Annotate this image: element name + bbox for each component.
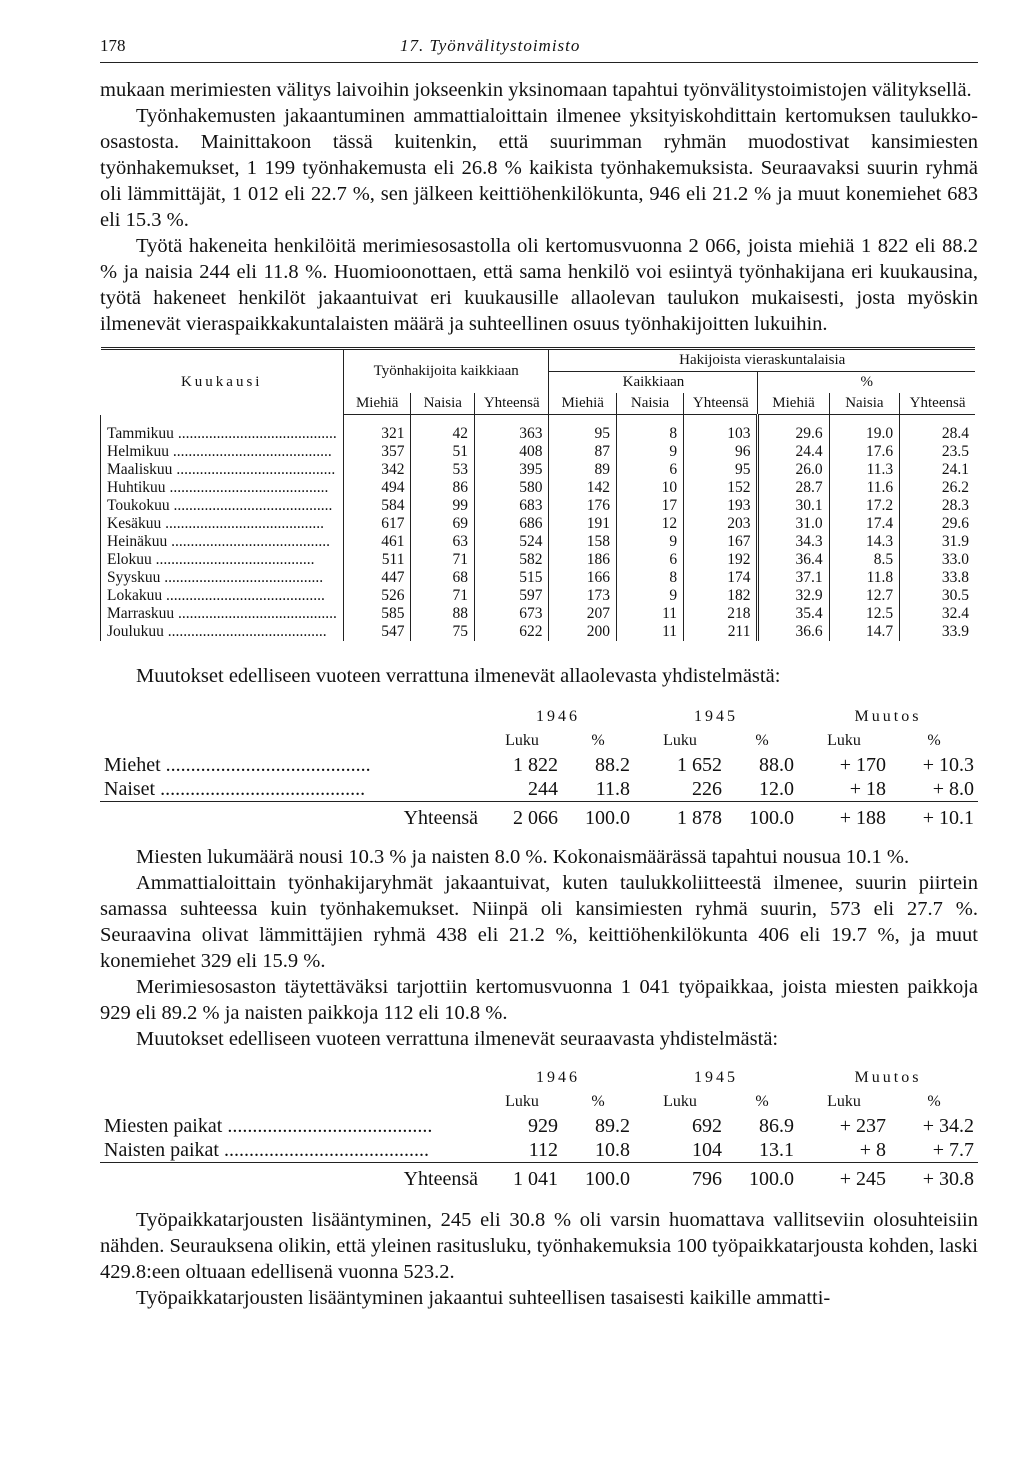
value-cell: 597 — [475, 587, 549, 605]
month-cell — [101, 533, 344, 551]
leader-dots — [166, 479, 329, 496]
col-month-header: Kuukausi — [101, 349, 344, 415]
header-pct: % — [591, 732, 605, 749]
value-cell: 26.2 — [900, 479, 975, 497]
value-cell: 408 — [475, 443, 549, 461]
month-label: Elokuu — [107, 551, 152, 568]
value-cell: 100.0 — [562, 802, 634, 831]
value-cell: 547 — [343, 623, 411, 641]
value-cell: 63 — [411, 533, 475, 551]
value-cell: 104 — [692, 1139, 722, 1161]
value-cell: 51 — [411, 443, 475, 461]
value-cell: 152 — [684, 479, 758, 497]
row-label: Yhteensä — [100, 1163, 482, 1192]
month-label: Marraskuu — [107, 605, 175, 622]
value-cell: 103 — [684, 415, 758, 444]
month-cell — [101, 569, 344, 587]
value-cell: 17.4 — [829, 515, 900, 533]
leader-dots — [152, 551, 315, 568]
leader-dots — [170, 497, 333, 514]
paragraph: Muutokset edelliseen vuoteen verrattuna ilmenevät seuraavasta yhdistelmästä: — [136, 1028, 779, 1050]
row-label: Naisten paikat ..... — [100, 1138, 482, 1163]
leader-dots — [164, 623, 327, 640]
value-cell: 622 — [475, 623, 549, 641]
header-luku: Luku — [827, 1093, 861, 1110]
table-row — [101, 415, 976, 444]
month-label: Huhtikuu — [107, 479, 166, 496]
value-cell: 89.2 — [595, 1115, 630, 1137]
value-cell: 95 — [684, 461, 758, 479]
month-label: Heinäkuu — [107, 533, 168, 550]
header-1946: 1946 — [536, 1069, 580, 1086]
summary-table-applicants — [100, 705, 978, 830]
value-cell: 2 066 — [482, 802, 562, 831]
value-cell: 11.8 — [829, 569, 900, 587]
value-cell: 6 — [617, 551, 684, 569]
value-cell: 17 — [617, 497, 684, 515]
value-cell: 585 — [343, 605, 411, 623]
row-label: Miehet ..... — [100, 753, 482, 777]
value-cell: 35.4 — [758, 605, 829, 623]
value-cell: + 18 — [849, 778, 886, 800]
value-cell: 929 — [528, 1115, 558, 1137]
value-cell: 14.7 — [829, 623, 900, 641]
subgroup-pct-header: % — [758, 372, 975, 394]
value-cell: 192 — [684, 551, 758, 569]
value-cell: 42 — [411, 415, 475, 444]
month-cell — [101, 479, 344, 497]
paragraph: mukaan merimiesten välitys laivoihin jokseenkin yksinomaan tapahtui työnvälitystoimistojen välityksellä. — [100, 79, 972, 101]
leader-dots — [167, 533, 330, 550]
leader-dots — [172, 461, 335, 478]
month-cell — [101, 551, 344, 569]
value-cell: + 8.0 — [932, 778, 974, 800]
table-row — [101, 605, 976, 623]
value-cell: 23.5 — [900, 443, 975, 461]
value-cell: 395 — [475, 461, 549, 479]
middle-text — [100, 844, 978, 1052]
header-pct: % — [927, 1093, 941, 1110]
value-cell: 87 — [549, 443, 617, 461]
header-1945: 1945 — [694, 1069, 738, 1086]
value-cell: 617 — [343, 515, 411, 533]
col-men: Miehiä — [758, 393, 829, 415]
month-cell — [101, 515, 344, 533]
value-cell: 24.4 — [758, 443, 829, 461]
value-cell: 75 — [411, 623, 475, 641]
value-cell: 69 — [411, 515, 475, 533]
value-cell: + 170 — [839, 754, 886, 776]
month-cell — [101, 461, 344, 479]
value-cell: 200 — [549, 623, 617, 641]
header-change: Muutos — [854, 1069, 922, 1086]
value-cell: 173 — [549, 587, 617, 605]
value-cell: 24.1 — [900, 461, 975, 479]
value-cell: 12 — [617, 515, 684, 533]
paragraph: Ammattialoittain työnhakijaryhmät jakaantuivat, kuten taulukkoliitteestä ilmenee, suurin piirtein samassa suhteessa kuin työnhakemukset. Niinpä oli kansimiesten ryhmä suurin, 573 eli 27.7 %. Seuraavina olivat lämmittäjien ryhmä 438 eli 21.2 %, keittiöhenkilökunta 406 eli 19.7 %, ja muut konemiehet 329 eli 15.9 %. — [100, 872, 978, 972]
value-cell: 33.8 — [900, 569, 975, 587]
header-pct: % — [755, 1093, 769, 1110]
leader-dots — [169, 443, 332, 460]
value-cell: 13.1 — [759, 1139, 794, 1161]
leader-dots — [222, 1115, 432, 1137]
table-row — [101, 515, 976, 533]
value-cell: + 8 — [859, 1139, 886, 1161]
group-nonlocal-header: Hakijoista vieraskuntalaisia — [549, 349, 975, 372]
total-row — [100, 802, 978, 831]
header-1946: 1946 — [536, 708, 580, 725]
value-cell: 100.0 — [726, 802, 798, 831]
month-cell — [101, 605, 344, 623]
value-cell: 11.3 — [829, 461, 900, 479]
value-cell: 142 — [549, 479, 617, 497]
table-row — [101, 569, 976, 587]
value-cell: 9 — [617, 533, 684, 551]
col-sum: Yhteensä — [475, 393, 549, 415]
leader-dots — [174, 605, 337, 622]
value-cell: 31.0 — [758, 515, 829, 533]
group-all-header: Työnhakijoita kaikkiaan — [343, 349, 549, 394]
value-cell: 692 — [692, 1115, 722, 1137]
summary-table-vacancies — [100, 1066, 978, 1191]
value-cell: 11.8 — [595, 778, 630, 800]
value-cell: 14.3 — [829, 533, 900, 551]
value-cell: 89 — [549, 461, 617, 479]
month-label: Maaliskuu — [107, 461, 173, 478]
summary-row — [100, 753, 978, 777]
monthly-applicants-table — [100, 347, 975, 641]
header-pct: % — [591, 1093, 605, 1110]
paragraph: Työpaikkatarjousten lisääntyminen, 245 eli 30.8 % oli varsin huomattava vallitseviin olosuhteisiin nähden. Seurauksena olikin, että yleinen rasitusluku, työnhakemuksia 100 työpaikkatarjousta kohden, laski 429.8:een oltuaan edellisenä vuonna 523.2. — [100, 1209, 978, 1283]
header-luku: Luku — [505, 1093, 539, 1110]
value-cell: 11 — [617, 623, 684, 641]
table-row — [101, 497, 976, 515]
value-cell: 88.2 — [595, 754, 630, 776]
subgroup-total-header: Kaikkiaan — [549, 372, 758, 394]
value-cell: 12.7 — [829, 587, 900, 605]
header-change: Muutos — [854, 708, 922, 725]
col-women: Naisia — [411, 393, 475, 415]
leader-dots — [161, 515, 324, 532]
table-row — [101, 479, 976, 497]
value-cell: 524 — [475, 533, 549, 551]
value-cell: 203 — [684, 515, 758, 533]
month-label: Helmikuu — [107, 443, 169, 460]
col-men: Miehiä — [343, 393, 411, 415]
value-cell: 36.6 — [758, 623, 829, 641]
value-cell: 29.6 — [758, 415, 829, 444]
value-cell: 96 — [684, 443, 758, 461]
value-cell: + 188 — [798, 802, 890, 831]
header-luku: Luku — [663, 1093, 697, 1110]
value-cell: + 245 — [798, 1163, 890, 1192]
month-cell — [101, 587, 344, 605]
value-cell: 174 — [684, 569, 758, 587]
value-cell: 28.7 — [758, 479, 829, 497]
value-cell: 112 — [528, 1139, 558, 1161]
value-cell: 71 — [411, 551, 475, 569]
value-cell: 17.2 — [829, 497, 900, 515]
value-cell: 26.0 — [758, 461, 829, 479]
value-cell: 95 — [549, 415, 617, 444]
value-cell: 86 — [411, 479, 475, 497]
summary-row — [100, 1138, 978, 1163]
value-cell: 158 — [549, 533, 617, 551]
leader-dots — [161, 754, 371, 776]
value-cell: 32.4 — [900, 605, 975, 623]
value-cell: 226 — [692, 778, 722, 800]
row-label: Naiset ..... — [100, 777, 482, 802]
value-cell: 88 — [411, 605, 475, 623]
value-cell: 36.4 — [758, 551, 829, 569]
value-cell: + 30.8 — [890, 1163, 978, 1192]
value-cell: + 7.7 — [932, 1139, 974, 1161]
value-cell: 71 — [411, 587, 475, 605]
value-cell: + 10.3 — [922, 754, 974, 776]
value-cell: 342 — [343, 461, 411, 479]
value-cell: 191 — [549, 515, 617, 533]
table-row — [101, 461, 976, 479]
table-row — [101, 587, 976, 605]
value-cell: 1 041 — [482, 1163, 562, 1192]
value-cell: 207 — [549, 605, 617, 623]
value-cell: 33.9 — [900, 623, 975, 641]
row-label: Miesten paikat ..... — [100, 1114, 482, 1138]
value-cell: 9 — [617, 443, 684, 461]
summary-row — [100, 777, 978, 802]
total-row — [100, 1163, 978, 1192]
value-cell: 580 — [475, 479, 549, 497]
table-row — [101, 533, 976, 551]
intro-text — [100, 77, 978, 337]
value-cell: 673 — [475, 605, 549, 623]
value-cell: 30.5 — [900, 587, 975, 605]
value-cell: 100.0 — [726, 1163, 798, 1192]
month-label: Toukokuu — [107, 497, 170, 514]
value-cell: 211 — [684, 623, 758, 641]
value-cell: 182 — [684, 587, 758, 605]
value-cell: 8.5 — [829, 551, 900, 569]
month-label: Kesäkuu — [107, 515, 162, 532]
value-cell: 176 — [549, 497, 617, 515]
value-cell: 28.4 — [900, 415, 975, 444]
value-cell: 10.8 — [595, 1139, 630, 1161]
month-cell — [101, 415, 344, 444]
value-cell: 32.9 — [758, 587, 829, 605]
value-cell: 34.3 — [758, 533, 829, 551]
value-cell: 461 — [343, 533, 411, 551]
value-cell: 321 — [343, 415, 411, 444]
closing-text — [100, 1207, 978, 1311]
value-cell: 244 — [528, 778, 558, 800]
value-cell: 1 652 — [677, 754, 722, 776]
value-cell: 166 — [549, 569, 617, 587]
header-luku: Luku — [663, 732, 697, 749]
value-cell: 1 822 — [513, 754, 558, 776]
value-cell: 37.1 — [758, 569, 829, 587]
value-cell: 9 — [617, 587, 684, 605]
month-label: Joulukuu — [107, 623, 164, 640]
paragraph: Muutokset edelliseen vuoteen verrattuna ilmenevät allaolevasta yhdistelmästä: — [136, 665, 781, 687]
col-men: Miehiä — [549, 393, 617, 415]
value-cell: 447 — [343, 569, 411, 587]
leader-dots — [160, 569, 323, 586]
value-cell: 218 — [684, 605, 758, 623]
col-women: Naisia — [829, 393, 900, 415]
col-women: Naisia — [617, 393, 684, 415]
value-cell: 28.3 — [900, 497, 975, 515]
value-cell: 357 — [343, 443, 411, 461]
paragraph: Työtä hakeneita henkilöitä merimiesosastolla oli kertomusvuonna 2 066, joista miehiä 1 822 eli 88.2 % ja naisia 244 eli 11.8 %. Huomioonottaen, että sama henkilö voi esiintyä työnhakijana eri kuukausina, työtä hakeneet henkilöt jakaantuivat eri kuukausille allaolevan taulukon mukaisesti, josta myöskin ilmenevät vieraspaikkakuntalaisten määrä ja suhteellinen osuus työnhakijoitten lukuihin. — [100, 235, 978, 335]
row-label: Yhteensä — [100, 802, 482, 831]
col-sum: Yhteensä — [684, 393, 758, 415]
month-label: Tammikuu — [107, 424, 174, 442]
value-cell: 100.0 — [562, 1163, 634, 1192]
value-cell: 683 — [475, 497, 549, 515]
value-cell: 167 — [684, 533, 758, 551]
value-cell: 584 — [343, 497, 411, 515]
value-cell: 515 — [475, 569, 549, 587]
value-cell: 193 — [684, 497, 758, 515]
month-label: Lokakuu — [107, 587, 163, 604]
header-luku: Luku — [827, 732, 861, 749]
leader-dots — [174, 425, 337, 442]
table-row — [101, 623, 976, 641]
table-row — [101, 551, 976, 569]
value-cell: 8 — [617, 415, 684, 444]
paragraph: Työnhakemusten jakaantuminen ammattialoittain ilmenee yksityiskohdittain kertomuksen taulukko-osastosta. Mainittakoon tässä kuitenkin, että suurimman ryhmän muodostivat kansimiesten työnhakemukset, 1 199 työnhakemusta eli 26.8 % kaikista työnhakemuksista. Seuraavaksi suurin ryhmä oli lämmittäjät, 1 012 eli 22.7 %, sen jälkeen keittiöhenkilökunta, 946 eli 21.2 % ja muut konemiehet 683 eli 15.3 %. — [100, 105, 978, 231]
value-cell: 494 — [343, 479, 411, 497]
value-cell: 99 — [411, 497, 475, 515]
value-cell: + 34.2 — [922, 1115, 974, 1137]
value-cell: 11 — [617, 605, 684, 623]
value-cell: 33.0 — [900, 551, 975, 569]
value-cell: 17.6 — [829, 443, 900, 461]
monthly-table-body — [101, 415, 976, 642]
value-cell: 6 — [617, 461, 684, 479]
value-cell: 12.0 — [759, 778, 794, 800]
value-cell: 19.0 — [829, 415, 900, 444]
value-cell: 53 — [411, 461, 475, 479]
value-cell: 12.5 — [829, 605, 900, 623]
header-pct: % — [927, 732, 941, 749]
month-label: Syyskuu — [107, 569, 161, 586]
value-cell: + 10.1 — [890, 802, 978, 831]
col-sum: Yhteensä — [900, 393, 975, 415]
value-cell: 86.9 — [759, 1115, 794, 1137]
value-cell: 68 — [411, 569, 475, 587]
header-pct: % — [755, 732, 769, 749]
leader-dots — [155, 778, 365, 800]
value-cell: + 237 — [839, 1115, 886, 1137]
value-cell: 8 — [617, 569, 684, 587]
value-cell: 88.0 — [759, 754, 794, 776]
page-number: 178 — [100, 36, 126, 55]
value-cell: 1 878 — [634, 802, 726, 831]
value-cell: 10 — [617, 479, 684, 497]
value-cell: 11.6 — [829, 479, 900, 497]
running-title: 17. Työnvälitystoimisto — [400, 36, 581, 55]
paragraph: Työpaikkatarjousten lisääntyminen jakaantui suhteellisen tasaisesti kaikille ammatti- — [136, 1287, 831, 1309]
value-cell: 31.9 — [900, 533, 975, 551]
month-cell — [101, 497, 344, 515]
month-cell — [101, 443, 344, 461]
value-cell: 686 — [475, 515, 549, 533]
value-cell: 363 — [475, 415, 549, 444]
summary-row — [100, 1114, 978, 1138]
value-cell: 30.1 — [758, 497, 829, 515]
value-cell: 582 — [475, 551, 549, 569]
page-header — [100, 36, 978, 63]
value-cell: 796 — [634, 1163, 726, 1192]
header-1945: 1945 — [694, 708, 738, 725]
table-row — [101, 443, 976, 461]
leader-dots — [162, 587, 325, 604]
paragraph: Miesten lukumäärä nousi 10.3 % ja naisten 8.0 %. Kokonaismäärässä tapahtui nousua 10.1 %. — [136, 846, 910, 868]
document-page — [100, 36, 978, 1311]
header-luku: Luku — [505, 732, 539, 749]
value-cell: 526 — [343, 587, 411, 605]
leader-dots — [219, 1139, 429, 1161]
month-cell — [101, 623, 344, 641]
value-cell: 186 — [549, 551, 617, 569]
paragraph: Merimiesosaston täytettäväksi tarjottiin kertomusvuonna 1 041 työpaikkaa, joista miesten paikkoja 929 eli 89.2 % ja naisten paikkoja 112 eli 10.8 %. — [100, 976, 978, 1024]
value-cell: 511 — [343, 551, 411, 569]
value-cell: 29.6 — [900, 515, 975, 533]
